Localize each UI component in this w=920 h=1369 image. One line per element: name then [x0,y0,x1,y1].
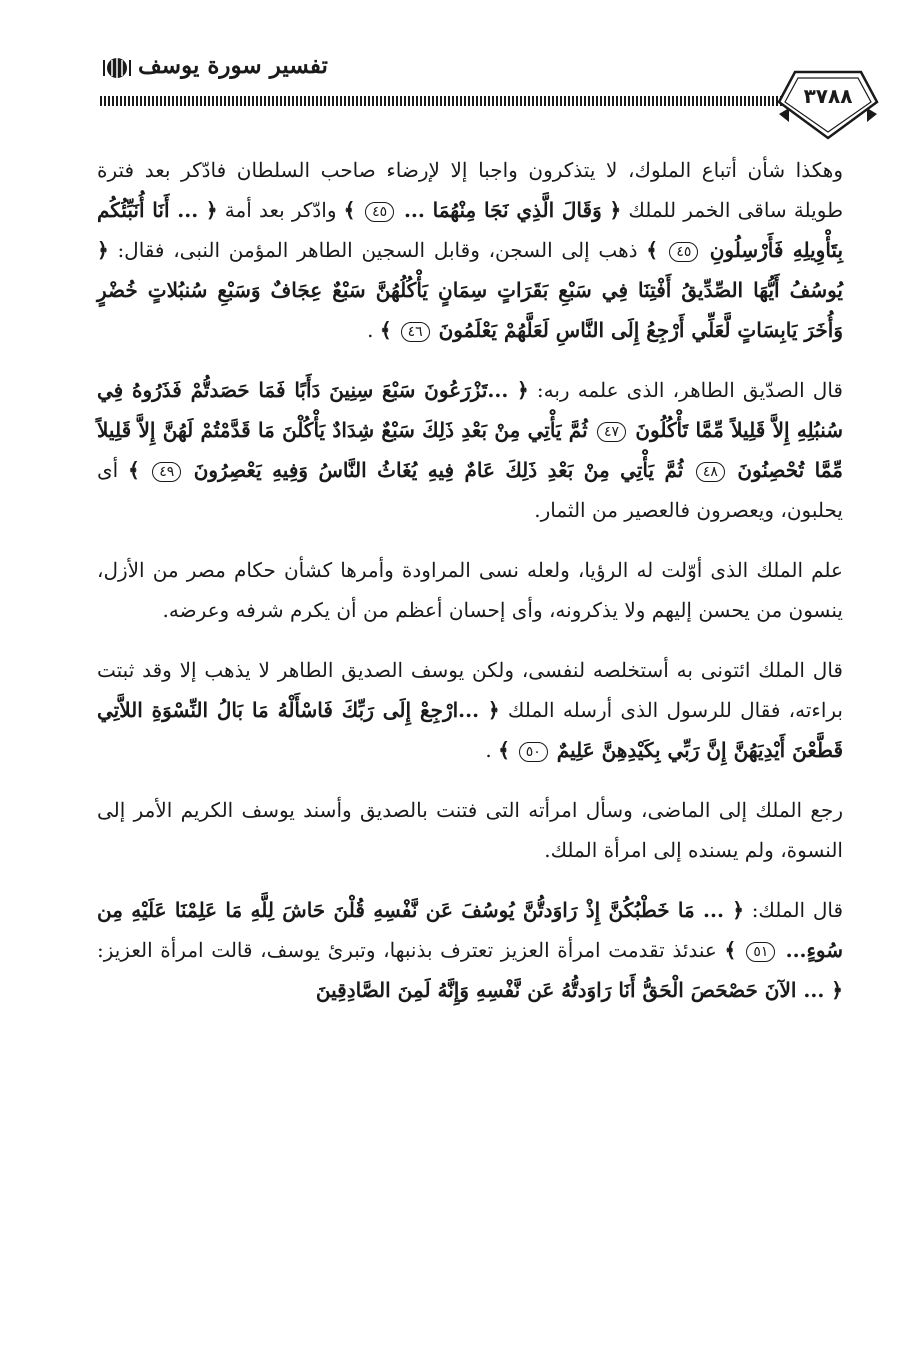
verse-number: ٤٨ [696,462,725,482]
quran-quote: ﴿ ... مَا خَطْبُكُنَّ إِذْ رَاوَدتُّنَّ يُوسُفَ عَن نَّفْسِهِ قُلْنَ حَاشَ لِلَّهِ مَا عَلِمْنَا عَلَيْهِ مِن سُوءٍ... [97,898,843,962]
quran-quote: ﴿ ... الآنَ حَصْحَصَ الْحَقُّ أَنَا رَاوَدتُّهُ عَن نَّفْسِهِ وَإِنَّهُ لَمِنَ الصَّادِقِينَ [315,978,843,1002]
body-text: ذهب إلى السجن، وقابل السجين الطاهر المؤمن النبى، فقال: [108,238,647,262]
header-rule [100,96,788,106]
paragraph [97,550,843,630]
verse-number: ٥٠ [519,742,548,762]
quran-quote: ﴿ ...ارْجِعْ إِلَى رَبِّكَ فَاسْأَلْهُ مَا بَالُ النِّسْوَةِ اللاَّتِي قَطَّعْنَ أَيْدِيَهُنَّ إِنَّ رَبِّي بِكَيْدِهِنَّ عَلِيمٌ [97,698,843,762]
quran-quote: ﴾ [724,938,745,962]
body-text: قال الملك: [743,898,844,922]
quran-quote: ﴿ ...تَزْرَعُونَ سَبْعَ سِنِينَ دَأَبًا فَمَا حَصَدتُّمْ فَذَرُوهُ فِي سُنبُلِهِ إِلاَّ قَلِيلاً مِّمَّا تَأْكُلُونَ [97,378,843,442]
page-body [97,150,843,1010]
verse-number: ٤٦ [401,322,430,342]
quran-quote: ثُمَّ يَأْتِي مِنْ بَعْدِ ذَلِكَ سَبْعٌ شِدَادٌ يَأْكُلْنَ مَا قَدَّمْتُمْ لَهُنَّ إِلاَّ قَلِيلاً مِّمَّا تُحْصِنُونَ [97,418,844,482]
verse-number: ٤٥ [669,242,698,262]
body-text: . [485,738,499,762]
running-title: تفسير سورة يوسف [138,52,328,79]
quran-quote: ﴾ [343,198,364,222]
quran-quote: ﴾ [379,318,399,342]
quran-quote: ﴾ [498,738,517,762]
quran-quote: ﴿ يُوسُفُ أَيُّهَا الصِّدِّيقُ أَفْتِنَا فِي سَبْعِ بَقَرَاتٍ سِمَانٍ يَأْكُلُهُنَّ سَبْعٌ عِجَافٌ وَسَبْعِ سُنبُلاتٍ خُضْرٍ وَأُخَرَ يَابِسَاتٍ لَّعَلِّي أَرْجِعُ إِلَى النَّاسِ لَعَلَّهُمْ يَعْلَمُونَ [97,238,843,342]
verse-number: ٤٧ [597,422,626,442]
body-text: قال الملك ائتونى به أستخلصه لنفسى، ولكن يوسف الصديق الطاهر لا يذهب إلا وقد ثبتت براءته، فقال للرسول الذى أرسله الملك [97,658,843,722]
quran-quote: ﴾ [646,238,668,262]
verse-number: ٤٥ [365,202,394,222]
body-text: وادّكر بعد أمة [217,198,344,222]
quran-quote: ﴾ [128,458,151,482]
body-text: . [367,318,380,342]
paragraph [97,890,843,1010]
paragraph [97,790,843,870]
body-text: رجع الملك إلى الماضى، وسأل امرأته التى فتنت بالصديق وأسند يوسف الكريم الأمر إلى النسوة، ولم يسنده إلى امرأة الملك. [97,798,843,862]
quran-quote: ﴿ وَقَالَ الَّذِي نَجَا مِنْهُمَا ... [396,198,622,222]
paragraph [97,650,843,770]
verse-number: ٤٩ [152,462,181,482]
paragraph [97,370,843,530]
paragraph [97,150,843,350]
body-text: أى يحلبون، ويعصرون فالعصير من الثمار. [97,458,843,522]
verse-number: ٥١ [746,942,775,962]
page-number: ٣٧٨٨ [803,84,853,108]
body-text: وهكذا شأن أتباع الملوك، لا يتذكرون واجبا إلا لإرضاء صاحب السلطان فادّكر بعد فترة طويلة ساقى الخمر للملك [97,158,843,222]
page-header [0,0,920,160]
ornament-icon [100,56,134,80]
body-text: علم الملك الذى أوّلت له الرؤيا، ولعله نسى المراودة وأمرها كشأن حكام مصر من الأزل، ينسون من يحسن إليهم ولا يذكرونه، وأى إحسان أعظم من أن يكرم شرفه وعرضه. [97,558,843,622]
quran-quote: ﴿ ... أَنَا أُنَبِّئُكُم بِتَأْوِيلِهِ فَأَرْسِلُونِ [97,198,844,262]
quran-quote: ثُمَّ يَأْتِي مِنْ بَعْدِ ذَلِكَ عَامٌ فِيهِ يُغَاثُ النَّاسُ وَفِيهِ يَعْصِرُونَ [183,458,694,482]
body-text: قال الصدّيق الطاهر، الذى علمه ربه: [528,378,843,402]
body-text: عندئذ تقدمت امرأة العزيز تعترف بذنبها، وتبرئ يوسف، قالت امرأة العزيز: [97,938,725,962]
